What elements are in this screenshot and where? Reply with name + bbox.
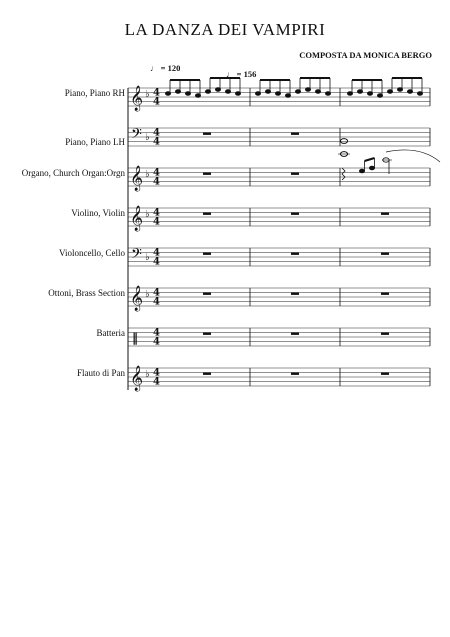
organ-notes [342,150,440,180]
whole-rest [203,293,211,295]
part-label-cello: Violoncello, Cello [59,248,125,258]
whole-rest [381,333,389,335]
flat-icon: ♭ [145,369,150,380]
time-signature: 4 [153,96,160,108]
staves [128,88,430,386]
time-signature: 4 [153,87,160,99]
staff [128,88,430,106]
whole-rest [203,213,211,215]
part-label-pan-flute: Flauto di Pan [76,368,125,378]
whole-rest [203,333,211,335]
whole-rest [291,333,299,335]
whole-rest [203,253,211,255]
part-label-violin: Violino, Violin [71,208,125,218]
treble-clef-icon: 𝄞 [130,206,144,231]
staff [128,208,430,226]
whole-rest [203,373,211,375]
staff [128,328,430,346]
time-signature: 4 [153,296,160,308]
time-signature: 4 [153,207,160,219]
whole-rest [291,213,299,215]
staff [128,288,430,306]
time-signature: 4 [153,256,160,268]
quarter-rest [342,168,345,180]
whole-rest [291,293,299,295]
time-signature: 4 [153,367,160,379]
time-signature: 4 [153,176,160,188]
quarter-note-icon: ♩ [150,63,159,73]
time-signature: 4 [153,336,160,348]
staff [128,168,430,186]
beam-group [347,80,382,97]
beam-group [255,80,290,97]
flat-icon: ♭ [145,169,150,180]
flat-icon: ♭ [145,89,150,100]
staff [128,248,430,266]
part-label-piano-lh: Piano, Piano LH [65,137,125,147]
whole-rest [381,373,389,375]
part-label-drums: Batteria [96,328,125,338]
whole-rest [291,373,299,375]
whole-rest [291,253,299,255]
flat-icon: ♭ [145,289,150,300]
staff [128,368,430,386]
staff [128,128,430,146]
notehead [165,92,170,96]
flat-icon: ♭ [145,252,150,263]
tempo-value: = 156 [236,69,257,79]
quarter-note-icon: ♩ [226,69,235,79]
time-signature: 4 [153,247,160,259]
part-label-brass: Ottoni, Brass Section [48,288,125,298]
part-label-organ: Organo, Church Organ:Orgn [21,168,125,178]
notehead [175,90,180,94]
time-signature: 4 [153,127,160,139]
beam-group [165,80,200,97]
whole-rest [381,213,389,215]
composer-credit: COMPOSTA DA MONICA BERGO [299,50,432,60]
treble-clef-icon: 𝄞 [130,166,144,191]
part-label-piano-rh: Piano, Piano RH [64,88,125,98]
tempo-value: = 120 [160,63,181,73]
whole-rest [203,133,211,135]
whole-note [340,139,347,144]
time-signature: 4 [153,327,160,339]
time-signature: 4 [153,167,160,179]
bass-clef-icon: 𝄢 [131,246,142,266]
whole-rest [381,253,389,255]
staff-prefixes [130,85,160,391]
whole-rest [291,133,299,135]
time-signature: 4 [153,376,160,388]
flat-icon: ♭ [145,209,150,220]
notehead [195,94,200,98]
score-title: LA DANZA DEI VAMPIRI [124,20,326,39]
whole-rest [381,293,389,295]
bass-clef-icon: 𝄢 [131,126,142,146]
treble-clef-icon: 𝄞 [130,366,144,391]
flat-icon: ♭ [145,132,150,143]
tie-slur [386,150,440,162]
treble-clef-icon: 𝄞 [130,286,144,311]
whole-rest [203,173,211,175]
notehead [185,92,190,96]
treble-clef-icon: 𝄞 [130,86,144,111]
whole-rest [291,173,299,175]
time-signature: 4 [153,287,160,299]
time-signature: 4 [153,216,160,228]
percussion-clef-icon: ‖ [132,331,138,345]
time-signature: 4 [153,136,160,148]
